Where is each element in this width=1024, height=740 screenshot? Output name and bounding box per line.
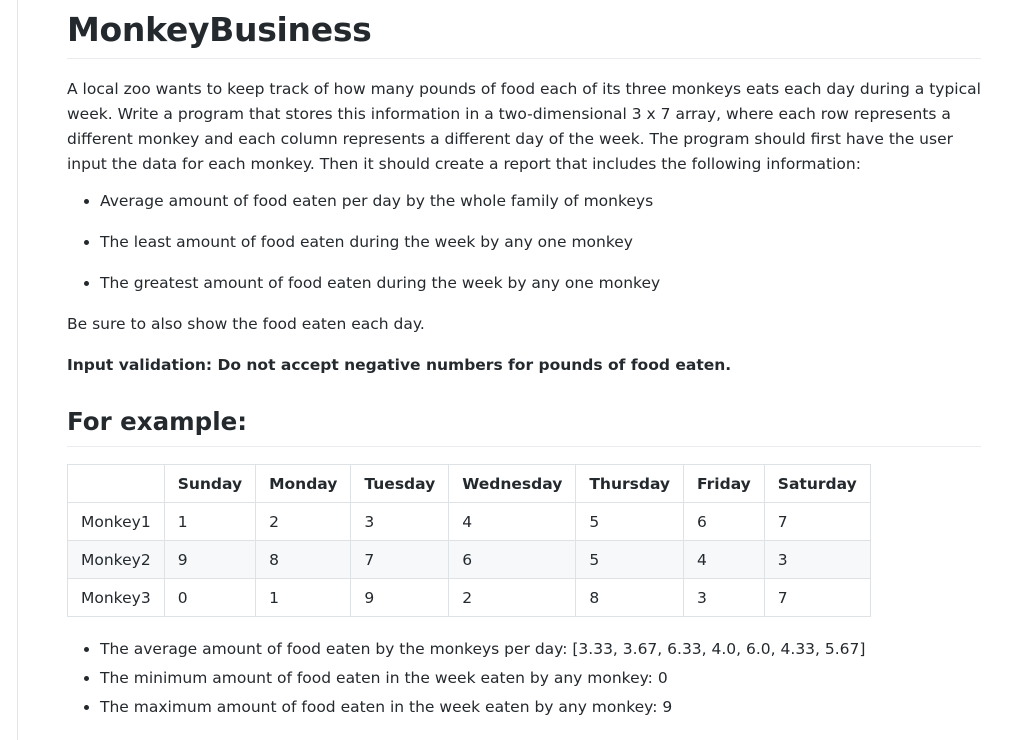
column-header: Friday	[684, 465, 765, 503]
left-border	[17, 0, 18, 740]
table-cell: 7	[351, 541, 449, 579]
list-item: • The greatest amount of food eaten during the week by any one monkey	[100, 271, 981, 296]
table-cell: 2	[449, 579, 576, 617]
column-header	[68, 465, 165, 503]
table-cell: 1	[256, 579, 351, 617]
table-row	[68, 579, 871, 617]
note-paragraph: Be sure to also show the food eaten each day.	[67, 315, 425, 333]
table-cell: 3	[764, 541, 870, 579]
column-header: Monday	[256, 465, 351, 503]
table-cell: 3	[351, 503, 449, 541]
table-cell: 3	[684, 579, 765, 617]
table-cell: 9	[164, 541, 255, 579]
table-cell: 6	[684, 503, 765, 541]
list-item: • The average amount of food eaten by the monkeys per day: [3.33, 3.67, 6.33, 4.0, 6.0, 4.33, 5.67]	[100, 635, 981, 664]
table-cell: Monkey2	[68, 541, 165, 579]
column-header: Sunday	[164, 465, 255, 503]
validation-paragraph: Input validation: Do not accept negative numbers for pounds of food eaten.	[67, 356, 732, 374]
table-cell: 5	[576, 503, 684, 541]
table-cell: 7	[764, 579, 870, 617]
column-header: Thursday	[576, 465, 684, 503]
table-cell: 8	[576, 579, 684, 617]
table-cell: 0	[164, 579, 255, 617]
column-header: Saturday	[764, 465, 870, 503]
example-heading: For example:	[67, 405, 981, 447]
table-cell: 5	[576, 541, 684, 579]
column-header: Wednesday	[449, 465, 576, 503]
table-cell: 8	[256, 541, 351, 579]
list-item: • The least amount of food eaten during the week by any one monkey	[100, 230, 981, 255]
results-list	[67, 635, 981, 722]
intro-paragraph: A local zoo wants to keep track of how many pounds of food each of its three monkeys eats each day during a typical week. Write a program that stores this information in a two-dimensional 3 x 7 array, where each row represents a different monkey and each column represents a different day of the week. The program should first have the user input the data for each monkey. Then it should create a report that includes the following information:	[67, 80, 981, 173]
table-cell: 4	[449, 503, 576, 541]
column-header: Tuesday	[351, 465, 449, 503]
list-item: • The maximum amount of food eaten in the week eaten by any monkey: 9	[100, 693, 981, 722]
table-cell: 6	[449, 541, 576, 579]
requirements-list	[67, 189, 981, 296]
readme-content	[67, 0, 981, 722]
food-table	[67, 464, 871, 617]
list-item: • The minimum amount of food eaten in the week eaten by any monkey: 0	[100, 664, 981, 693]
table-row	[68, 503, 871, 541]
table-cell: 7	[764, 503, 870, 541]
table-cell: 1	[164, 503, 255, 541]
table-cell: Monkey1	[68, 503, 165, 541]
table-cell: 9	[351, 579, 449, 617]
table-cell: 2	[256, 503, 351, 541]
table-cell: 4	[684, 541, 765, 579]
list-item: • Average amount of food eaten per day by the whole family of monkeys	[100, 189, 981, 214]
page-title: MonkeyBusiness	[67, 0, 981, 59]
table-header-row	[68, 465, 871, 503]
table-row	[68, 541, 871, 579]
table-cell: Monkey3	[68, 579, 165, 617]
